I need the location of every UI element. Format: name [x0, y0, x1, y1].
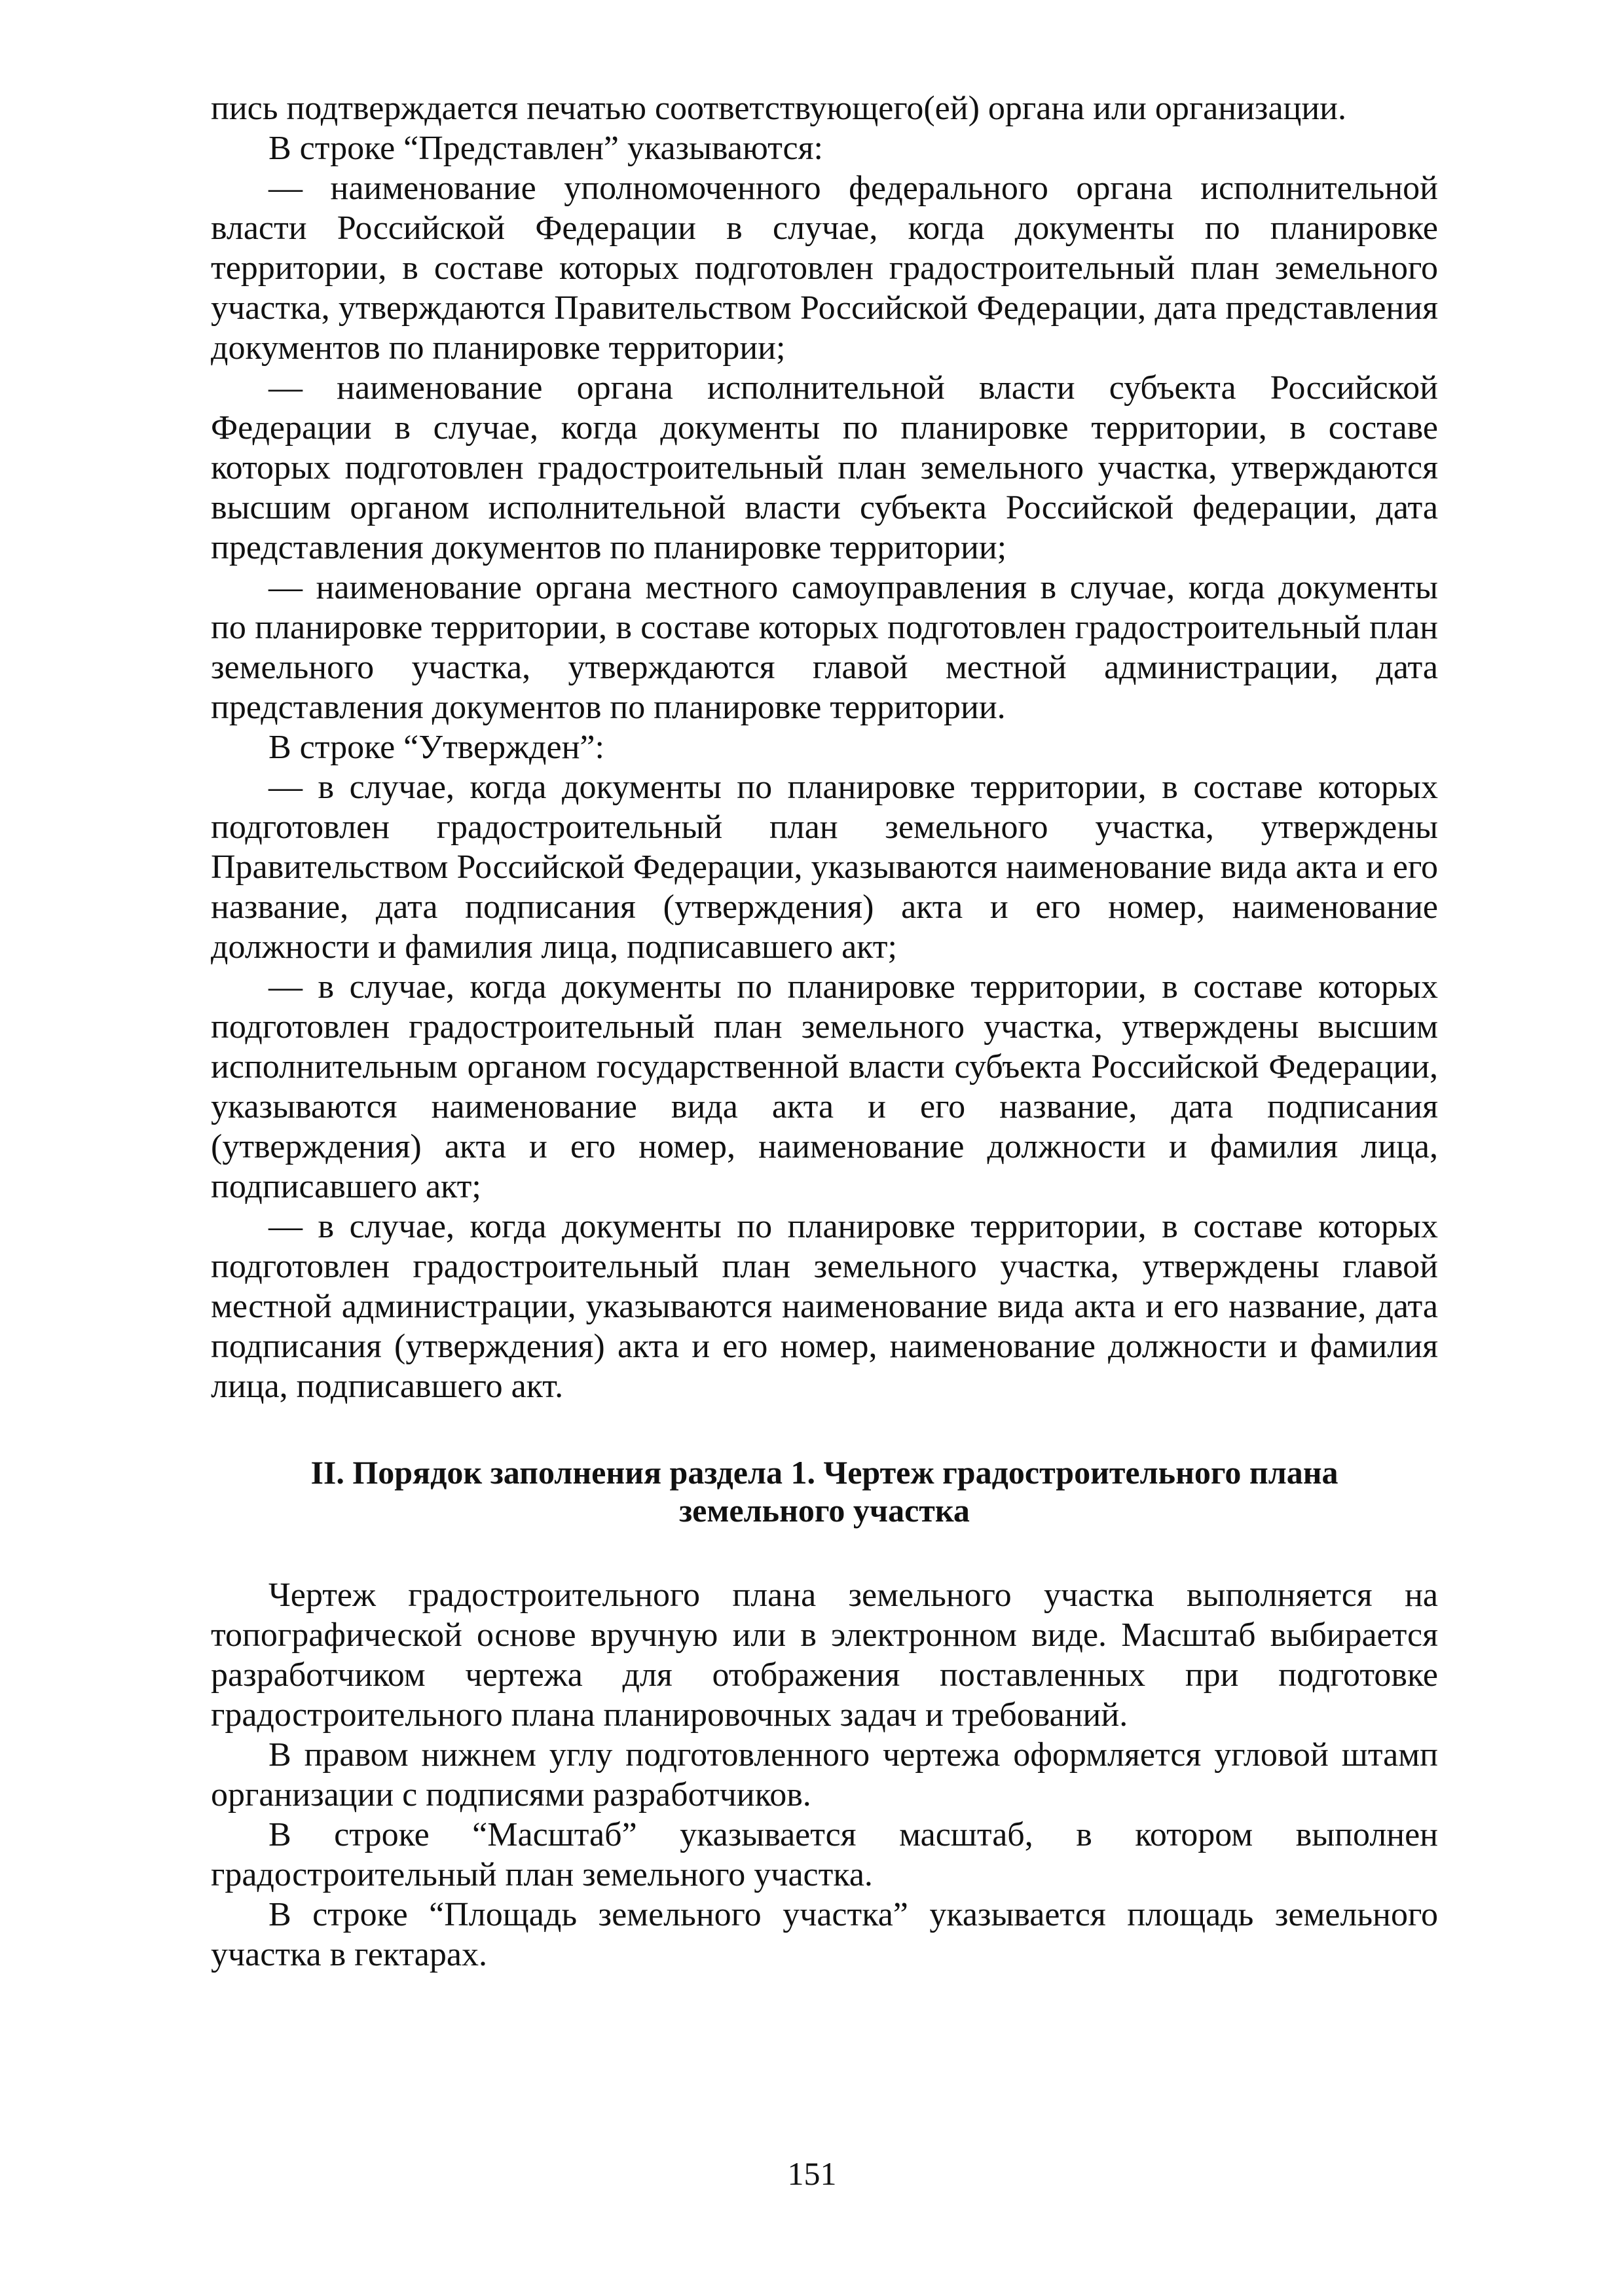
paragraph-presented-federal: — наименование уполномоченного федерального органа исполнительной власти Российской Федерации в случае, когда документы по планировке территории, в составе которых подготовлен градостроительный план земельного участка, утверждаются Правительством Российской Федерации, дата представления документов по планировке территории; — [211, 170, 1438, 367]
paragraph-continuation: пись подтверждается печатью соответствующего(ей) органа или организации. — [211, 90, 1347, 127]
section-title — [211, 1453, 1438, 1529]
paragraph-approved-local: — в случае, когда документы по планировке территории, в составе которых подготовлен градостроительный план земельного участка, утверждены главой местной администрации, указываются наименование вида акта и его название, дата подписания (утверждения) акта и его номер, наименование должности и фамилия лица, подписавшего акт. — [211, 1208, 1438, 1405]
paragraph-presented-local: — наименование органа местного самоуправления в случае, когда документы по планировке территории, в составе которых подготовлен градостроительный план земельного участка, утверждаются главой местной администрации, дата представления документов по планировке территории. — [211, 569, 1438, 726]
paragraph-approved-federal: — в случае, когда документы по планировке территории, в составе которых подготовлен градостроительный план земельного участка, утверждены Правительством Российской Федерации, указываются наименование вида акта и его название, дата подписания (утверждения) акта и его номер, наименование должности и фамилия лица, подписавшего акт; — [211, 769, 1438, 966]
paragraph-drawing-description: Чертеж градостроительного плана земельного участка выполняется на топографической основе вручную или в электронном виде. Масштаб выбирается разработчиком чертежа для отображения поставленных при подготовке градостроительного плана планировочных задач и требований. — [211, 1576, 1438, 1734]
section-title-line-2: земельного участка — [679, 1492, 970, 1529]
paragraph-area: В строке “Площадь земельного участка” указывается площадь земельного участка в гектарах. — [211, 1896, 1438, 1973]
paragraph-corner-stamp: В правом нижнем углу подготовленного чертежа оформляется угловой штамп организации с подписями разработчиков. — [211, 1736, 1438, 1813]
paragraph-approved-regional: — в случае, когда документы по планировке территории, в составе которых подготовлен градостроительный план земельного участка, утверждены высшим исполнительным органом государственной власти субъекта Российской Федерации, указываются наименование вида акта и его название, дата подписания (утверждения) акта и его номер, наименование должности и фамилия лица, подписавшего акт; — [211, 968, 1438, 1205]
page-content — [211, 88, 1438, 1975]
paragraph-presented-regional: — наименование органа исполнительной власти субъекта Российской Федерации в случае, когда документы по планировке территории, в составе которых подготовлен градостроительный план земельного участка, утверждаются высшим органом исполнительной власти субъекта Российской федерации, дата представления документов по планировке территории; — [211, 369, 1438, 566]
paragraph-presented-heading: В строке “Представлен” указываются: — [268, 130, 823, 167]
page-number: 151 — [787, 2155, 837, 2192]
paragraph-approved-heading: В строке “Утвержден”: — [268, 729, 604, 766]
section-title-line-1: II. Порядок заполнения раздела 1. Чертеж градостроительного плана — [310, 1454, 1338, 1491]
paragraph-scale: В строке “Масштаб” указывается масштаб, в котором выполнен градостроительный план земельного участка. — [211, 1816, 1438, 1893]
